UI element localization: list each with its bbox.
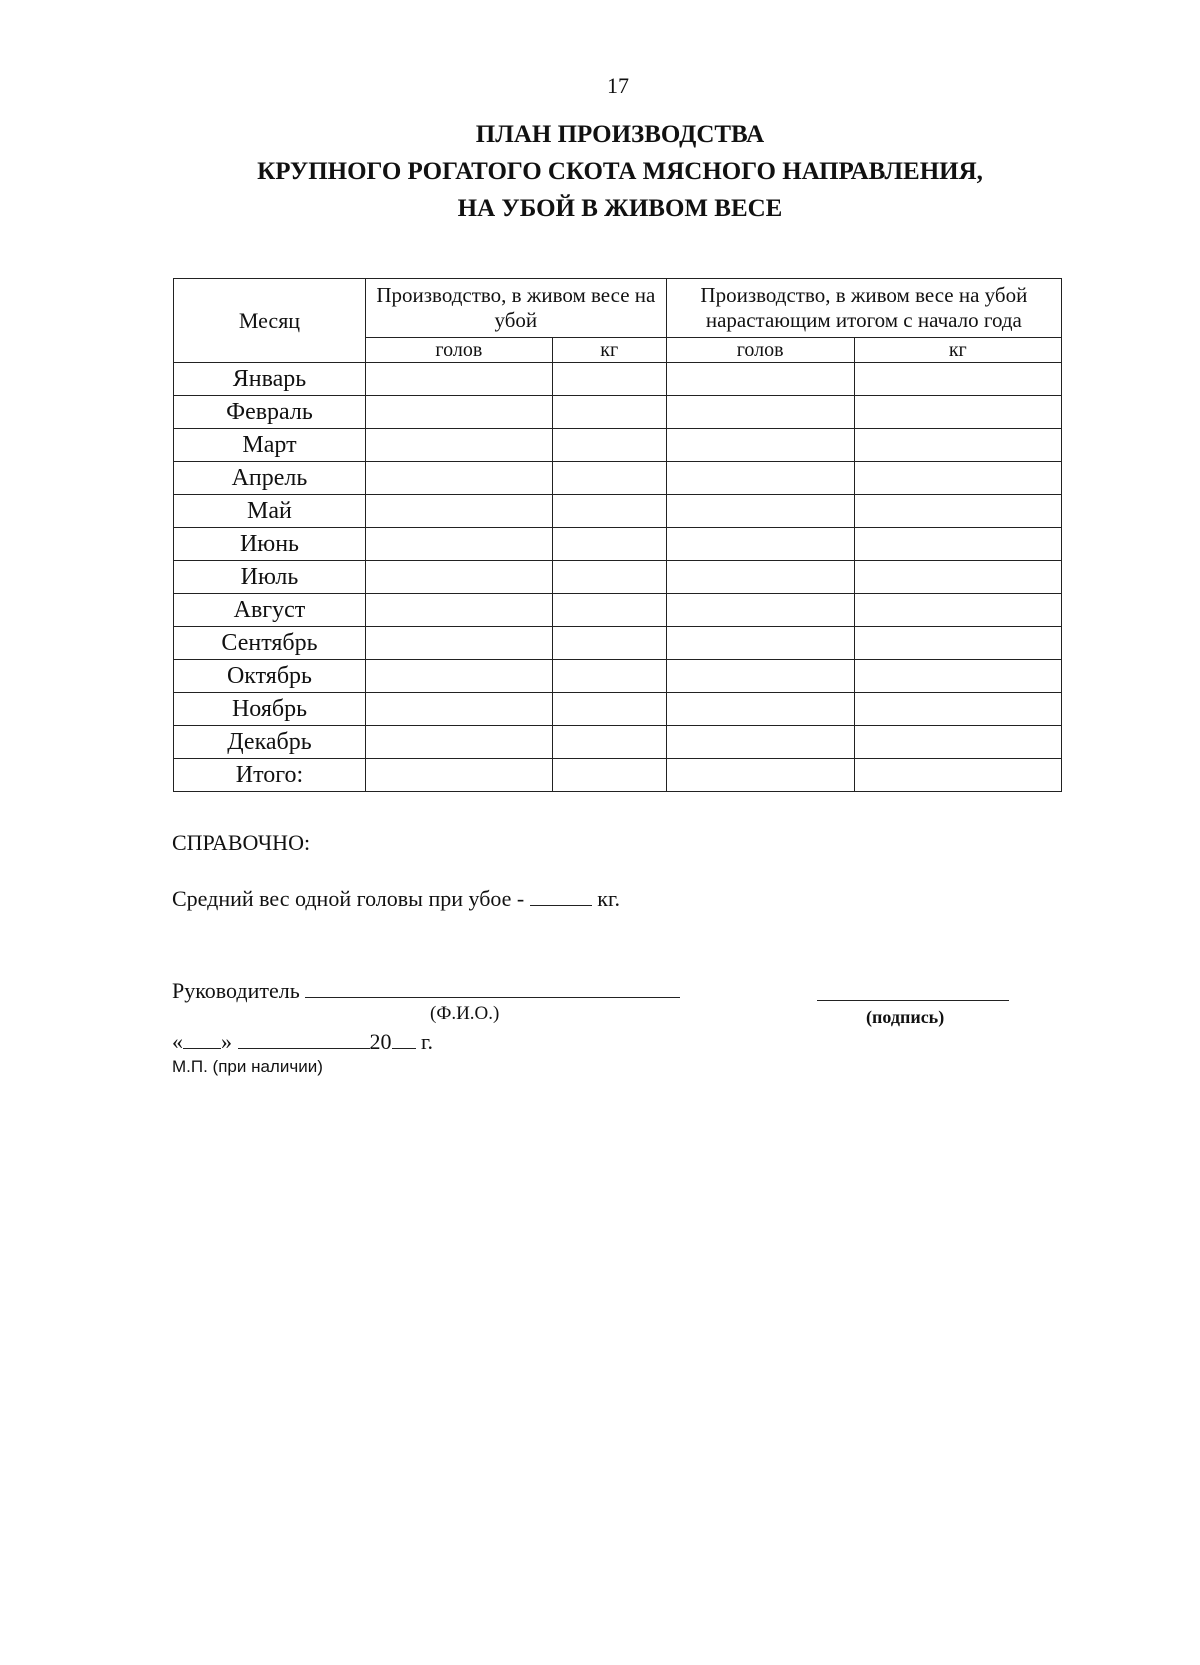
cumulative-heads-cell[interactable] (666, 759, 854, 792)
heads-cell[interactable] (365, 759, 552, 792)
cumulative-heads-cell[interactable] (666, 693, 854, 726)
kg-cell[interactable] (552, 528, 666, 561)
kg-cell[interactable] (552, 726, 666, 759)
kg-cell[interactable] (552, 429, 666, 462)
table-row (174, 495, 1062, 528)
heads-cell[interactable] (365, 495, 552, 528)
cumulative-kg-cell[interactable] (854, 528, 1061, 561)
table-row (174, 726, 1062, 759)
month-name: Апрель (174, 462, 366, 495)
heads-cell[interactable] (365, 726, 552, 759)
head-signature-line (172, 977, 680, 1004)
page-number: 17 (607, 73, 629, 98)
kg-cell[interactable] (552, 759, 666, 792)
kg-cell[interactable] (552, 693, 666, 726)
table-row (174, 759, 1062, 792)
head-fio-field[interactable] (305, 977, 680, 998)
group-header-cumulative: Производство, в живом весе на убой нарастающим итогом с начало года (666, 279, 1061, 338)
heads-cell[interactable] (365, 528, 552, 561)
stamp-note: М.П. (при наличии) (172, 1057, 323, 1076)
month-name: Октябрь (174, 660, 366, 693)
table-row (174, 594, 1062, 627)
fio-caption: (Ф.И.О.) (430, 1003, 500, 1024)
table-row (174, 363, 1062, 396)
heads-cell[interactable] (365, 594, 552, 627)
kg-cell[interactable] (552, 462, 666, 495)
table-row (174, 429, 1062, 462)
table-row (174, 396, 1062, 429)
date-year-prefix: 20 (369, 1029, 392, 1054)
heads-cell[interactable] (365, 627, 552, 660)
cumulative-heads-cell[interactable] (666, 495, 854, 528)
cumulative-kg-cell[interactable] (854, 396, 1061, 429)
sub-header-cumulative-kg: кг (854, 338, 1061, 363)
month-name: Сентябрь (174, 627, 366, 660)
cumulative-kg-cell[interactable] (854, 429, 1061, 462)
signature-field[interactable] (817, 1000, 1009, 1001)
cumulative-kg-cell[interactable] (854, 594, 1061, 627)
cumulative-heads-cell[interactable] (666, 594, 854, 627)
table-row (174, 462, 1062, 495)
heads-cell[interactable] (365, 561, 552, 594)
head-label: Руководитель (172, 978, 300, 1003)
heads-cell[interactable] (365, 396, 552, 429)
cumulative-kg-cell[interactable] (854, 660, 1061, 693)
cumulative-kg-cell[interactable] (854, 561, 1061, 594)
sub-header-cumulative-heads: голов (666, 338, 854, 363)
kg-cell[interactable] (552, 495, 666, 528)
title-line-2: КРУПНОГО РОГАТОГО СКОТА МЯСНОГО НАПРАВЛЕНИЯ, (257, 158, 983, 185)
cumulative-kg-cell[interactable] (854, 726, 1061, 759)
average-weight-unit: кг. (597, 886, 620, 911)
signature-caption: (подпись) (866, 1007, 945, 1027)
kg-cell[interactable] (552, 561, 666, 594)
month-name: Июнь (174, 528, 366, 561)
average-weight-line (172, 885, 620, 912)
date-open-quote: « (172, 1029, 183, 1054)
table-row (174, 660, 1062, 693)
month-name: Май (174, 495, 366, 528)
cumulative-kg-cell[interactable] (854, 693, 1061, 726)
month-name: Март (174, 429, 366, 462)
heads-cell[interactable] (365, 462, 552, 495)
cumulative-heads-cell[interactable] (666, 429, 854, 462)
month-name: Декабрь (174, 726, 366, 759)
cumulative-kg-cell[interactable] (854, 462, 1061, 495)
kg-cell[interactable] (552, 594, 666, 627)
table-body (174, 363, 1062, 792)
cumulative-heads-cell[interactable] (666, 627, 854, 660)
heads-cell[interactable] (365, 693, 552, 726)
cumulative-kg-cell[interactable] (854, 495, 1061, 528)
table-row (174, 693, 1062, 726)
heads-cell[interactable] (365, 429, 552, 462)
reference-title: СПРАВОЧНО: (172, 830, 311, 855)
average-weight-label: Средний вес одной головы при убое - (172, 886, 525, 911)
sub-header-heads: голов (365, 338, 552, 363)
group-header-production: Производство, в живом весе на убой (365, 279, 666, 338)
cumulative-heads-cell[interactable] (666, 660, 854, 693)
average-weight-field[interactable] (530, 885, 592, 906)
kg-cell[interactable] (552, 363, 666, 396)
cumulative-heads-cell[interactable] (666, 363, 854, 396)
document-title (120, 116, 1120, 227)
date-close-quote: » (221, 1029, 232, 1054)
month-name: Ноябрь (174, 693, 366, 726)
month-name: Январь (174, 363, 366, 396)
cumulative-heads-cell[interactable] (666, 462, 854, 495)
kg-cell[interactable] (552, 396, 666, 429)
cumulative-heads-cell[interactable] (666, 726, 854, 759)
cumulative-kg-cell[interactable] (854, 363, 1061, 396)
month-name: Февраль (174, 396, 366, 429)
heads-cell[interactable] (365, 363, 552, 396)
table-row (174, 561, 1062, 594)
title-line-3: НА УБОЙ В ЖИВОМ ВЕСЕ (457, 195, 783, 222)
cumulative-kg-cell[interactable] (854, 627, 1061, 660)
cumulative-heads-cell[interactable] (666, 396, 854, 429)
month-name: Итого: (174, 759, 366, 792)
title-line-1: ПЛАН ПРОИЗВОДСТВА (475, 121, 765, 148)
date-day-field[interactable] (183, 1028, 221, 1049)
production-plan-table (173, 278, 1062, 792)
heads-cell[interactable] (365, 660, 552, 693)
cumulative-heads-cell[interactable] (666, 528, 854, 561)
kg-cell[interactable] (552, 660, 666, 693)
date-line (172, 1028, 433, 1055)
cumulative-heads-cell[interactable] (666, 561, 854, 594)
kg-cell[interactable] (552, 627, 666, 660)
table-row (174, 528, 1062, 561)
date-year-suffix: г. (421, 1029, 434, 1054)
sub-header-kg: кг (552, 338, 666, 363)
month-name: Август (174, 594, 366, 627)
date-month-field[interactable] (238, 1028, 370, 1049)
cumulative-kg-cell[interactable] (854, 759, 1061, 792)
table-row (174, 627, 1062, 660)
month-column-header: Месяц (174, 279, 366, 363)
month-name: Июль (174, 561, 366, 594)
date-year-field[interactable] (392, 1028, 416, 1049)
